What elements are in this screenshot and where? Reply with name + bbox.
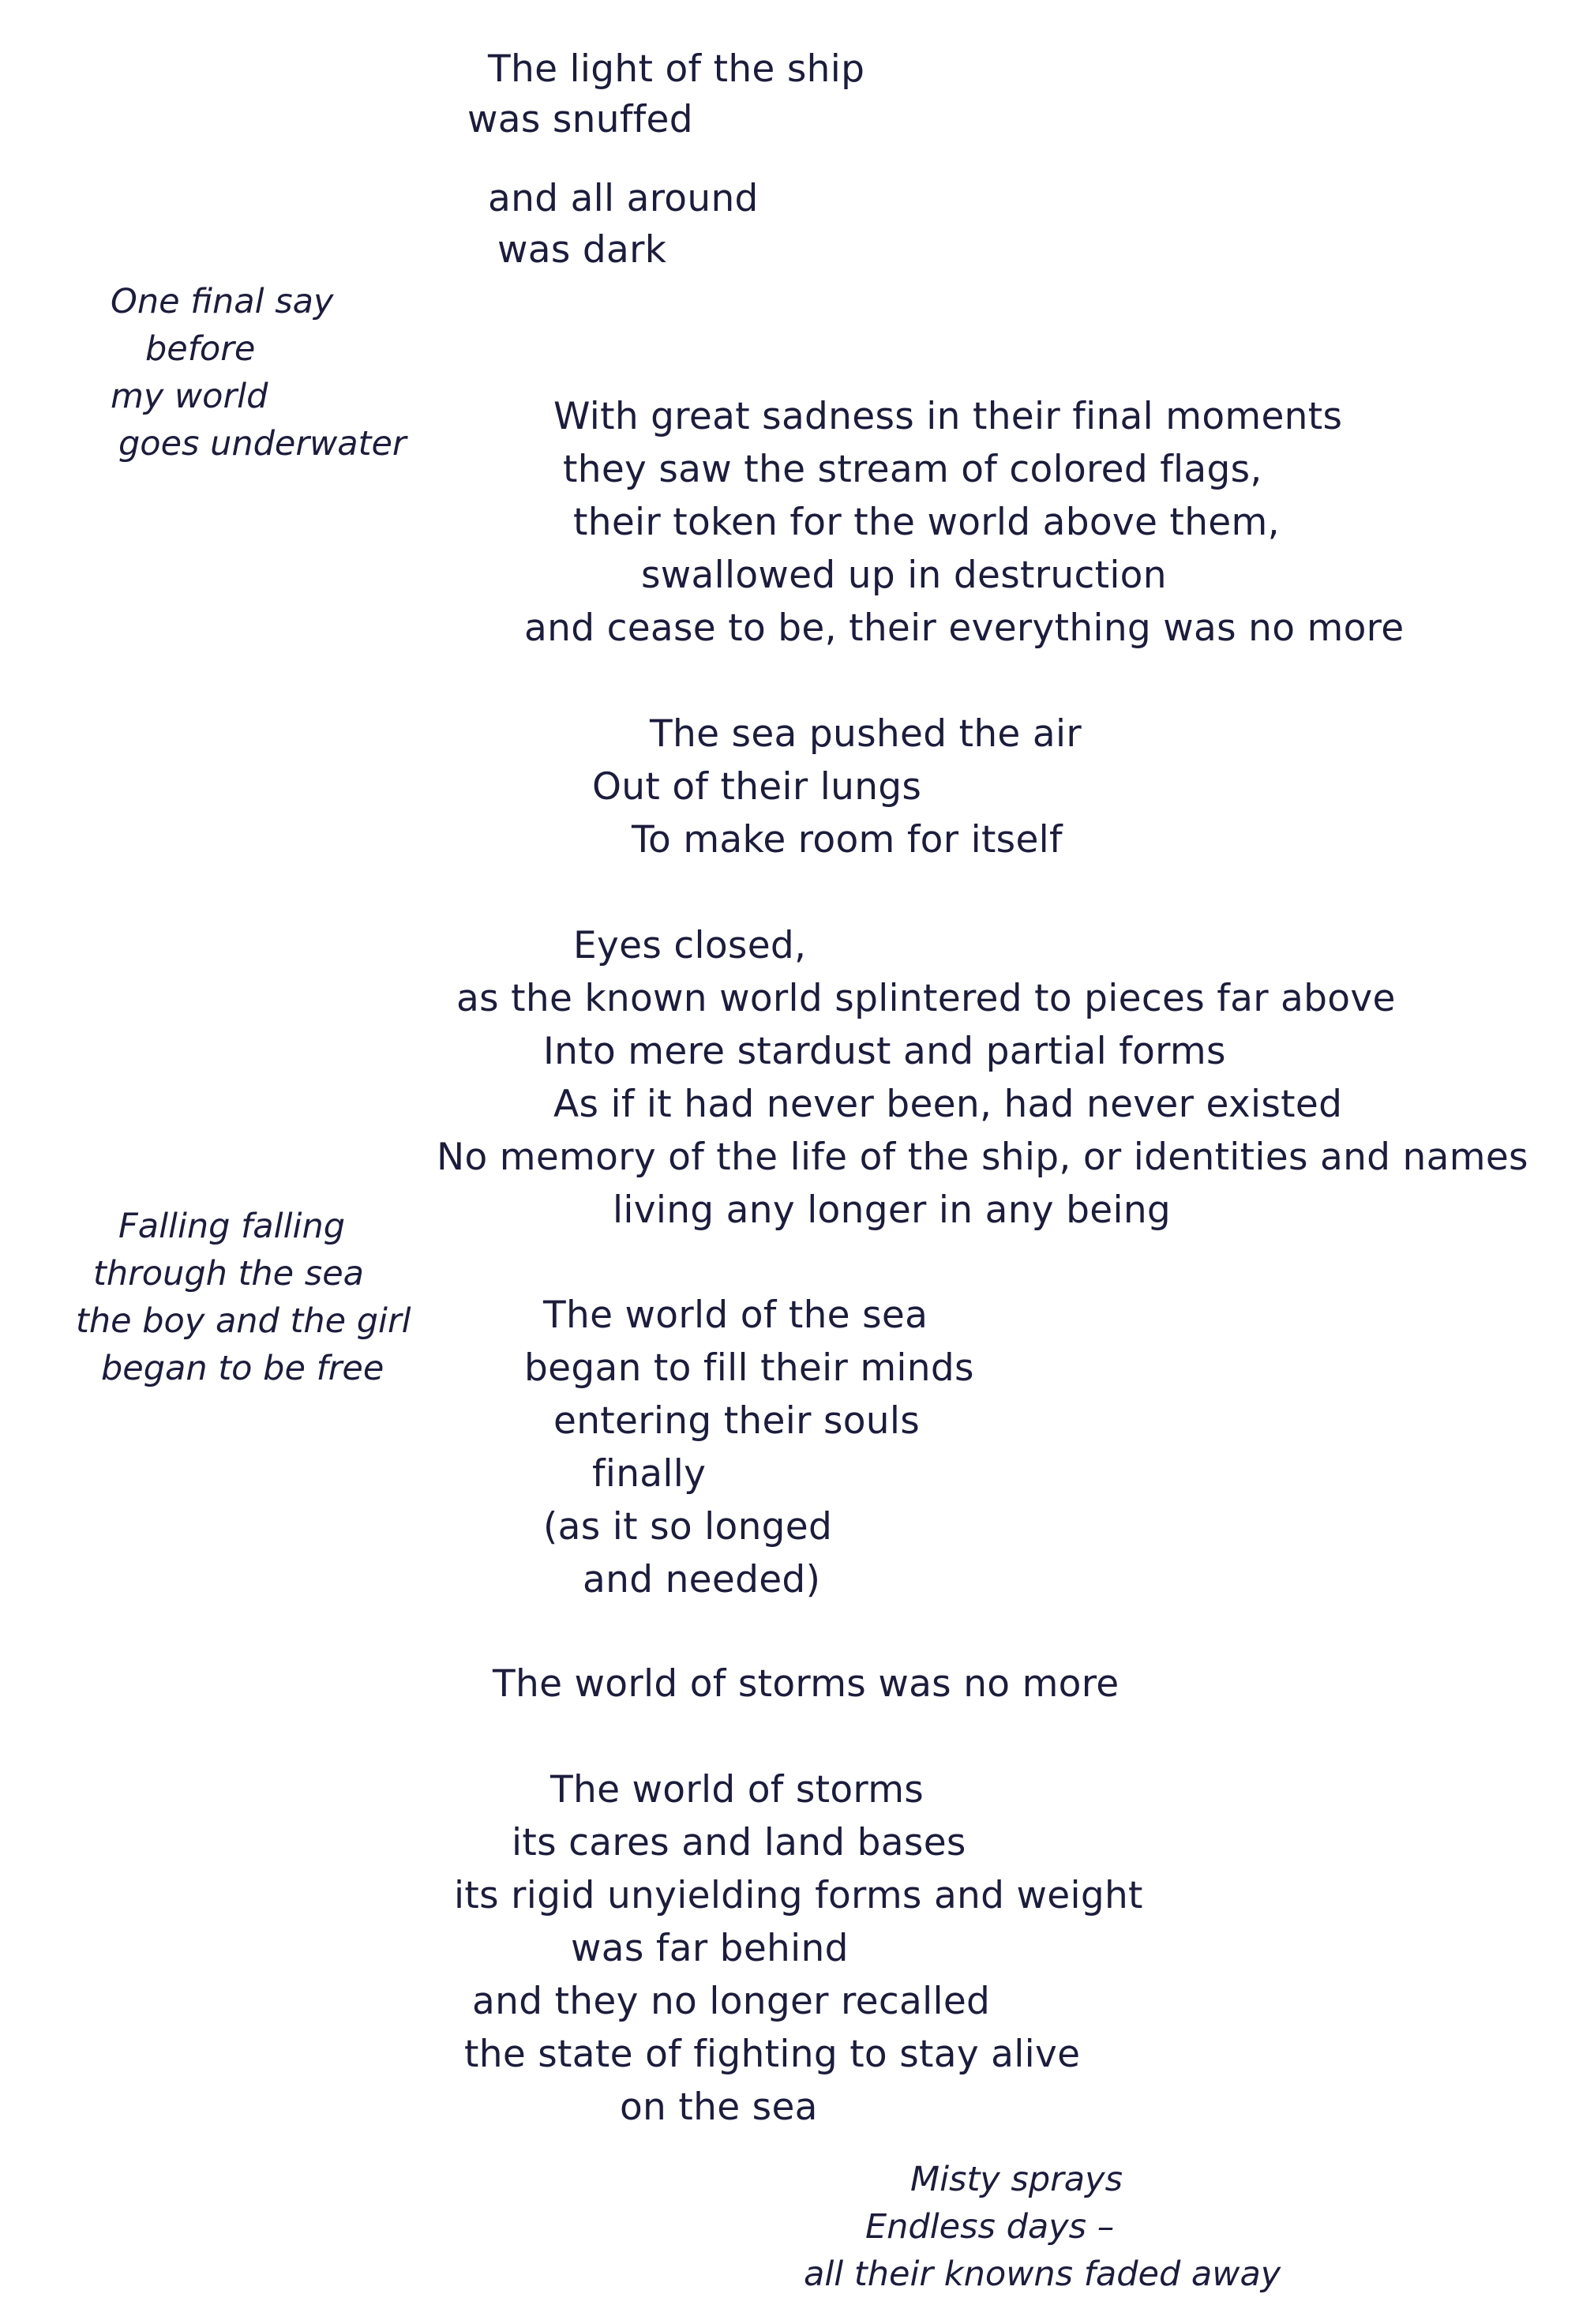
poem-line: and cease to be, their everything was no more [524, 606, 1405, 650]
poem-line: and all around [488, 177, 759, 220]
poem-line: The light of the ship [488, 47, 865, 91]
poem-line: finally [592, 1452, 707, 1496]
side-note-line: began to be free [101, 1349, 384, 1388]
side-note-line: through the sea [93, 1254, 365, 1293]
poem-line: its rigid unyielding forms and weight [454, 1874, 1143, 1917]
poem-line: Out of their lungs [592, 765, 922, 809]
poem-line: was far behind [571, 1927, 849, 1970]
poem-line: The world of storms was no more [493, 1662, 1120, 1706]
side-note-line: all their knowns faded away [804, 2255, 1281, 2294]
side-note-line: Falling falling [118, 1207, 346, 1246]
poem-line: swallowed up in destruction [641, 554, 1167, 597]
side-note-line: the boy and the girl [76, 1301, 411, 1341]
poem-line: With great sadness in their final moments [553, 395, 1343, 438]
poem-line: as the known world splintered to pieces far above [456, 977, 1396, 1020]
poem-line: The sea pushed the air [650, 712, 1082, 756]
poem-line: was snuffed [467, 98, 693, 141]
side-note-line: Misty sprays [910, 2160, 1123, 2199]
side-note-line: One final say [111, 282, 334, 321]
poem-line: and needed) [583, 1558, 821, 1601]
poem-line: The world of storms [550, 1768, 925, 1812]
poem-line: on the sea [620, 2086, 818, 2129]
poem-line: Eyes closed, [573, 924, 807, 967]
poem-line: they saw the stream of colored flags, [563, 448, 1262, 491]
poem-line: its cares and land bases [512, 1821, 966, 1864]
poem-line: (as it so longed [543, 1505, 833, 1549]
poem-line: As if it had never been, had never existed [553, 1083, 1343, 1126]
poem-line: began to fill their minds [524, 1346, 974, 1390]
poem-line: was dark [497, 228, 667, 272]
poem-line: To make room for itself [632, 818, 1063, 862]
poem-line: entering their souls [553, 1399, 921, 1443]
poem-line: The world of the sea [543, 1293, 928, 1337]
side-note-line: before [145, 329, 256, 369]
poem-line: living any longer in any being [613, 1188, 1172, 1232]
poem-line: Into mere stardust and partial forms [543, 1030, 1226, 1073]
poem-line: the state of fighting to stay alive [464, 2033, 1081, 2076]
poem-line: their token for the world above them, [573, 501, 1280, 544]
side-note-line: Endless days – [865, 2207, 1115, 2247]
poem-line: No memory of the life of the ship, or identities and names [437, 1136, 1528, 1179]
poem-line: and they no longer recalled [472, 1980, 991, 2023]
side-note-line: goes underwater [118, 424, 407, 464]
side-note-line: my world [111, 377, 268, 416]
